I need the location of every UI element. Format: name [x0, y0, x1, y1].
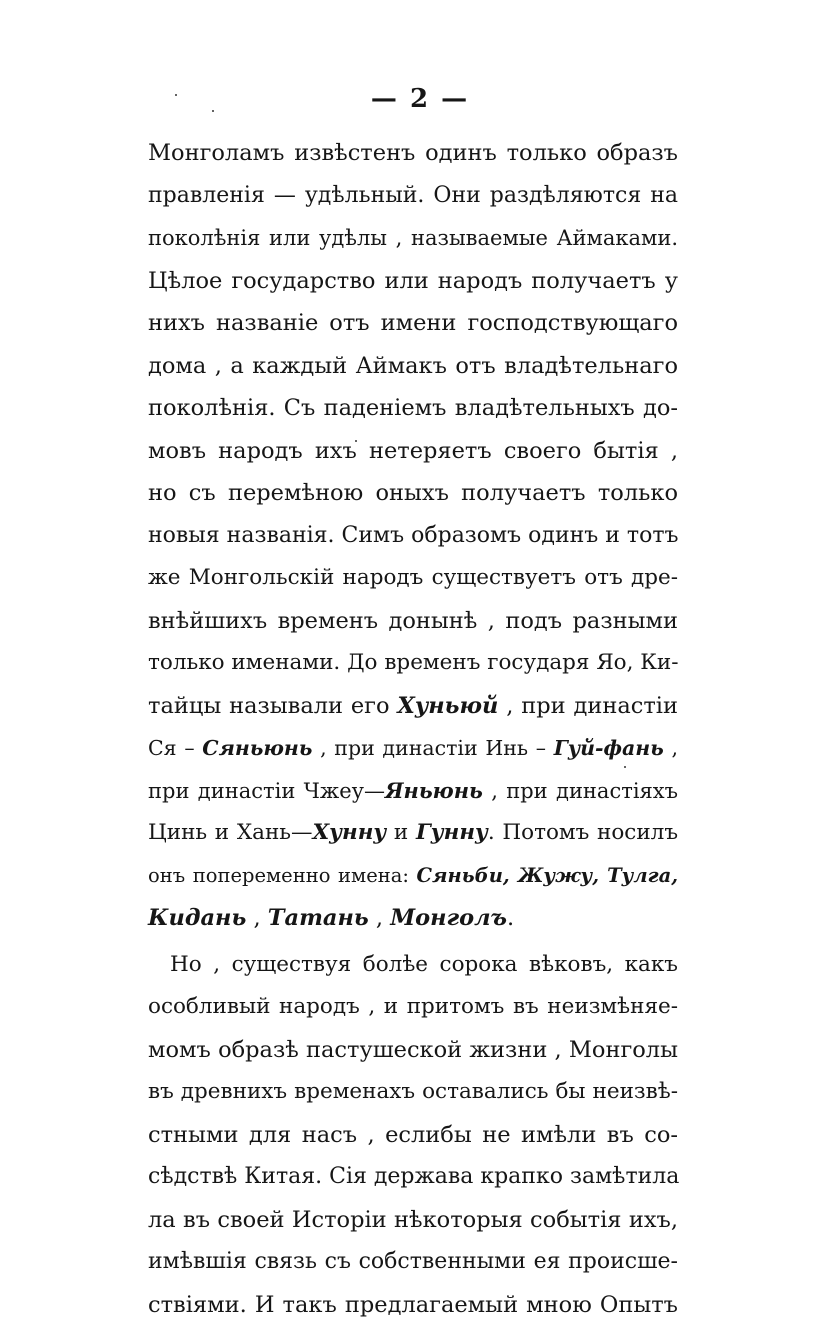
text-line	[148, 1199, 678, 1242]
text-line	[148, 812, 678, 855]
text-segment: ла въ своей Исторіи нѣкоторыя событія ихъ,	[148, 1207, 678, 1233]
text-line	[148, 1029, 678, 1072]
text-line	[148, 175, 678, 218]
text-segment: , при династіи Инь –	[312, 736, 553, 760]
text-segment: нихъ названіе отъ имени господствующаго	[148, 310, 678, 336]
speck-2	[212, 110, 214, 112]
text-segment: Монголамъ извѣстенъ одинъ только образъ	[148, 140, 678, 166]
emphasized-name: Монголъ	[390, 905, 507, 931]
text-segment: Цинь и Хань—	[148, 820, 312, 845]
text-line	[148, 855, 678, 898]
text-segment: Ся –	[148, 736, 202, 760]
text-segment: онъ попеременно имена:	[148, 864, 417, 887]
text-line	[148, 727, 678, 770]
text-segment: тайцы называли его	[148, 693, 397, 719]
text-line	[148, 600, 678, 643]
text-line	[148, 1241, 678, 1284]
text-segment: правленія — удѣльный. Они раздѣляются на	[148, 183, 678, 208]
text-segment: Но , существуя болѣе сорока вѣковъ, какъ	[170, 952, 678, 977]
text-segment: дома , а каждый Аймакъ отъ владѣтельнаго	[148, 353, 678, 379]
text-line	[148, 430, 678, 473]
text-line	[148, 642, 678, 685]
text-line	[148, 515, 678, 558]
text-segment: и	[386, 820, 416, 845]
text-segment: ,	[664, 736, 678, 760]
text-segment: сѣдствѣ Китая. Сія держава крапко замѣтила	[148, 1164, 679, 1189]
text-line	[148, 132, 678, 175]
text-segment: момъ образѣ пастушеской жизни , Монголы	[148, 1037, 678, 1063]
text-line	[148, 770, 678, 813]
text-segment: имѣвшія связь съ собственными ея происше-	[148, 1249, 678, 1274]
text-segment: же Монгольскій народъ существуетъ отъ дре-	[148, 565, 678, 590]
text-segment: особливый народъ , и притомъ въ неизмѣняе-	[148, 994, 678, 1019]
text-segment: при династіи Чжеу—	[148, 779, 385, 803]
emphasized-name: Сяньюнь	[202, 736, 312, 760]
text-line	[148, 472, 678, 515]
text-segment: поколѣнія. Съ паденіемъ владѣтельныхъ до-	[148, 395, 678, 421]
text-segment: Цѣлое государство или народъ получаетъ у	[148, 268, 678, 294]
text-line	[148, 944, 678, 987]
text-segment: , при династіяхъ	[483, 779, 678, 803]
text-line	[148, 1114, 678, 1157]
text-line	[148, 345, 678, 388]
emphasized-name: Хунну	[312, 820, 386, 845]
text-line	[148, 1284, 678, 1326]
text-segment: мовъ народъ ихъ нетеряетъ своего бытія ,	[148, 438, 678, 464]
text-line	[148, 217, 678, 260]
paragraph-1	[148, 132, 678, 940]
text-segment: . Потомъ носилъ	[488, 820, 678, 845]
text-segment: внѣйшихъ временъ донынѣ , подъ разными	[148, 608, 678, 634]
text-segment: , при династіи	[498, 693, 678, 719]
speck-1	[175, 94, 177, 96]
text-line	[148, 897, 678, 940]
page-number: — 2 —	[0, 84, 840, 114]
text-segment: ствіями. И такъ предлагаемый мною Опытъ	[148, 1292, 678, 1318]
text-line	[148, 260, 678, 303]
emphasized-name: Яньюнь	[385, 778, 483, 803]
emphasized-name: Гуй-фань	[554, 736, 664, 760]
text-segment: ,	[369, 905, 390, 931]
paragraph-2	[148, 944, 678, 1326]
text-line	[148, 557, 678, 600]
emphasized-name: Сяньби, Жужу, Тулга,	[417, 864, 679, 887]
text-segment: въ древнихъ временахъ оставались бы неизвѣ-	[148, 1079, 678, 1104]
body-text	[148, 132, 678, 1326]
emphasized-name: Хуньюй	[397, 693, 498, 719]
text-segment: поколѣнія или удѣлы , называемые Аймаками.	[148, 226, 678, 250]
text-line	[148, 685, 678, 728]
text-segment: ,	[246, 905, 267, 931]
text-line	[148, 302, 678, 345]
text-line	[148, 1071, 678, 1114]
text-segment: но съ перемѣною оныхъ получаетъ только	[148, 480, 678, 506]
text-segment: новыя названія. Симъ образомъ одинъ и тотъ	[148, 523, 679, 548]
emphasized-name: Татань	[268, 905, 369, 931]
text-line	[148, 1156, 678, 1199]
text-line	[148, 986, 678, 1029]
text-segment: только именами. До временъ государя Яо, Ки-	[148, 650, 679, 675]
text-segment: .	[507, 905, 514, 931]
text-line	[148, 387, 678, 430]
emphasized-name: Кидань	[148, 905, 246, 931]
emphasized-name: Гунну	[416, 820, 488, 845]
text-segment: стными для насъ , еслибы не имѣли въ со-	[148, 1122, 678, 1148]
